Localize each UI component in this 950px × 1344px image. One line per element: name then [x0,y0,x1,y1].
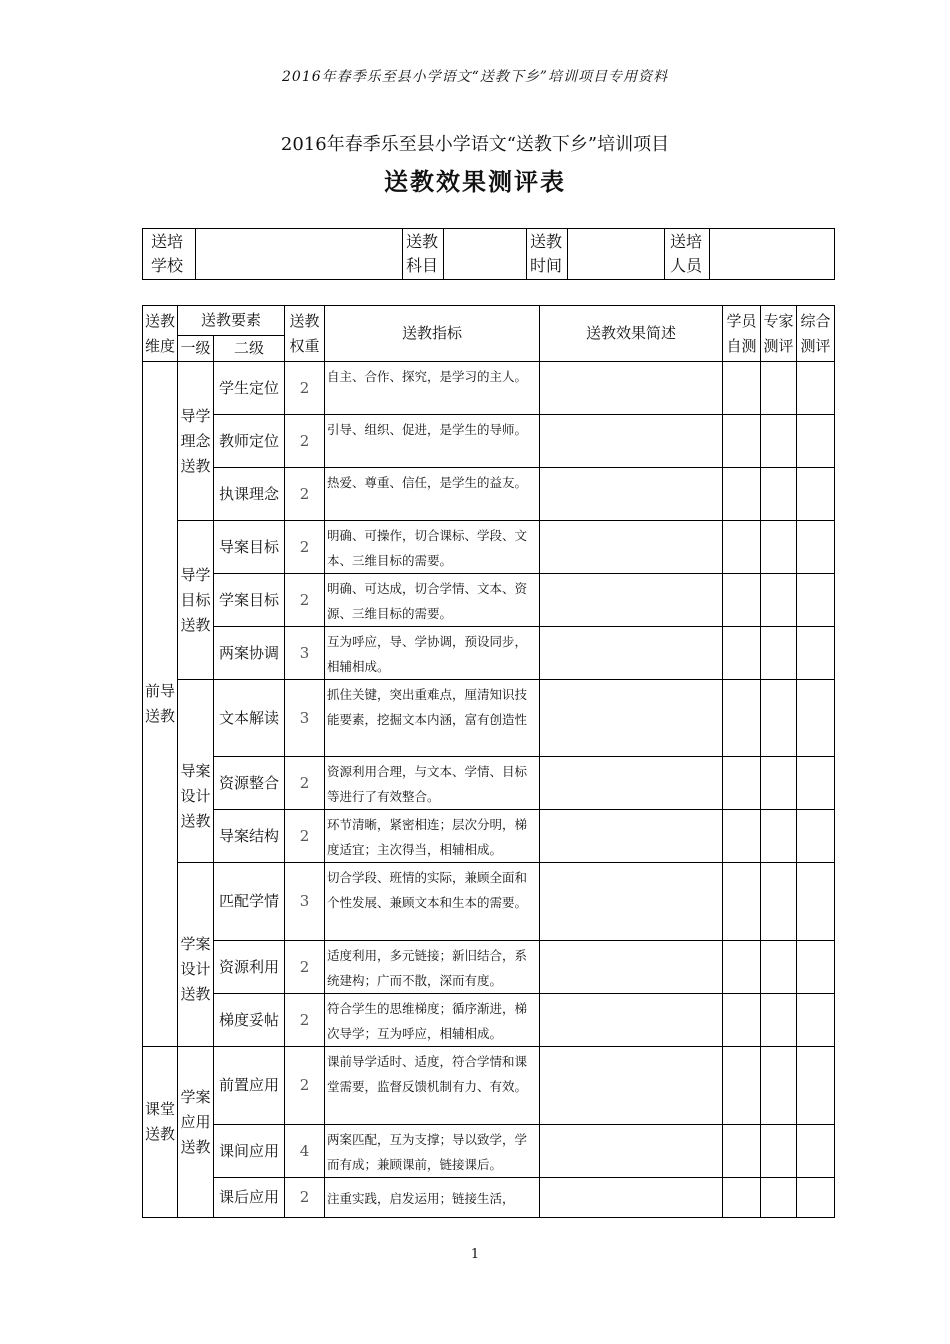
expert-eval-field[interactable] [761,1178,797,1218]
weight-cell: 2 [285,1178,325,1218]
school-label: 送培学校 [143,229,196,280]
header-summary: 送教效果简述 [540,306,723,362]
indicator-cell: 环节清晰，紧密相连；层次分明，梯度适宜；主次得当，相辅相成。 [325,810,540,863]
self-eval-field[interactable] [723,680,761,757]
weight-cell: 2 [285,362,325,415]
expert-eval-field[interactable] [761,810,797,863]
weight-cell: 2 [285,521,325,574]
summary-field[interactable] [540,1047,723,1125]
header-level2: 二级 [214,336,285,362]
overall-eval-field[interactable] [797,1178,835,1218]
level2-cell: 学生定位 [214,362,285,415]
subject-field[interactable] [444,229,527,280]
weight-cell: 3 [285,680,325,757]
weight-cell: 2 [285,757,325,810]
self-eval-field[interactable] [723,941,761,994]
overall-eval-field[interactable] [797,863,835,941]
info-table [142,228,835,280]
self-eval-field[interactable] [723,810,761,863]
school-field[interactable] [196,229,403,280]
indicator-cell: 明确、可操作，切合课标、学段、文本、三维目标的需要。 [325,521,540,574]
weight-cell: 4 [285,1125,325,1178]
weight-cell: 2 [285,415,325,468]
summary-field[interactable] [540,627,723,680]
indicator-cell: 资源利用合理，与文本、学情、目标等进行了有效整合。 [325,757,540,810]
staff-label: 送培人员 [665,229,710,280]
weight-cell: 2 [285,941,325,994]
level1-cell: 学案应用送教 [178,1047,214,1218]
level2-cell: 导案结构 [214,810,285,863]
indicator-cell: 切合学段、班情的实际，兼顾全面和个性发展、兼顾文本和生本的需要。 [325,863,540,941]
overall-eval-field[interactable] [797,1125,835,1178]
dimension-cell: 课堂送教 [143,1047,178,1218]
self-eval-field[interactable] [723,468,761,521]
self-eval-field[interactable] [723,1047,761,1125]
overall-eval-field[interactable] [797,1047,835,1125]
level2-cell: 两案协调 [214,627,285,680]
self-eval-field[interactable] [723,574,761,627]
title-line-1: 2016年春季乐至县小学语文“送教下乡”培训项目 [280,134,670,155]
expert-eval-field[interactable] [761,1125,797,1178]
expert-eval-field[interactable] [761,680,797,757]
level2-cell: 课间应用 [214,1125,285,1178]
level1-cell: 导案设计送教 [178,680,214,863]
indicator-cell: 互为呼应，导、学协调，预设同步，相辅相成。 [325,627,540,680]
page-title: 送教效果测评表 [384,167,566,196]
overall-eval-field[interactable] [797,574,835,627]
summary-field[interactable] [540,1178,723,1218]
expert-eval-field[interactable] [761,994,797,1047]
header-elements: 送教要素 [178,306,285,336]
overall-eval-field[interactable] [797,994,835,1047]
weight-cell: 2 [285,994,325,1047]
header-indicator: 送教指标 [325,306,540,362]
overall-eval-field[interactable] [797,415,835,468]
self-eval-field[interactable] [723,757,761,810]
header-overall-eval: 综合测评 [797,306,835,362]
weight-cell: 2 [285,810,325,863]
weight-cell: 3 [285,863,325,941]
summary-field[interactable] [540,994,723,1047]
level2-cell: 资源利用 [214,941,285,994]
level2-cell: 匹配学情 [214,863,285,941]
level2-cell: 梯度妥帖 [214,994,285,1047]
expert-eval-field[interactable] [761,941,797,994]
level2-cell: 执课理念 [214,468,285,521]
level2-cell: 教师定位 [214,415,285,468]
overall-eval-field[interactable] [797,468,835,521]
summary-field[interactable] [540,521,723,574]
overall-eval-field[interactable] [797,810,835,863]
indicator-cell: 符合学生的思维梯度；循序渐进，梯次导学；互为呼应，相辅相成。 [325,994,540,1047]
level2-cell: 资源整合 [214,757,285,810]
running-header: 2016年春季乐至县小学语文“送教下乡”培训项目专用资料 [282,69,668,85]
header-expert-eval: 专家测评 [761,306,797,362]
expert-eval-field[interactable] [761,521,797,574]
indicator-cell: 适度利用，多元链接；新旧结合，系统建构；广而不散，深而有度。 [325,941,540,994]
staff-field[interactable] [710,229,835,280]
level1-cell: 导学目标送教 [178,521,214,680]
level1-cell: 学案设计送教 [178,863,214,1047]
summary-field[interactable] [540,680,723,757]
level2-cell: 导案目标 [214,521,285,574]
indicator-cell: 引导、组织、促进，是学生的导师。 [325,415,540,468]
indicator-cell: 注重实践，启发运用；链接生活， [325,1178,540,1218]
level2-cell: 学案目标 [214,574,285,627]
overall-eval-field[interactable] [797,680,835,757]
summary-field[interactable] [540,810,723,863]
overall-eval-field[interactable] [797,521,835,574]
dimension-cell: 前导送教 [143,362,178,1047]
summary-field[interactable] [540,574,723,627]
self-eval-field[interactable] [723,521,761,574]
expert-eval-field[interactable] [761,415,797,468]
summary-field[interactable] [540,941,723,994]
self-eval-field[interactable] [723,1178,761,1218]
expert-eval-field[interactable] [761,627,797,680]
expert-eval-field[interactable] [761,362,797,415]
expert-eval-field[interactable] [761,863,797,941]
indicator-cell: 抓住关键，突出重难点，厘清知识技能要素，挖掘文本内涵，富有创造性 [325,680,540,757]
level2-cell: 前置应用 [214,1047,285,1125]
level2-cell: 文本解读 [214,680,285,757]
header-self-eval: 学员自测 [723,306,761,362]
expert-eval-field[interactable] [761,1047,797,1125]
header-weight: 送教权重 [285,306,325,362]
self-eval-field[interactable] [723,362,761,415]
expert-eval-field[interactable] [761,574,797,627]
overall-eval-field[interactable] [797,627,835,680]
self-eval-field[interactable] [723,1125,761,1178]
self-eval-field[interactable] [723,994,761,1047]
level2-cell: 课后应用 [214,1178,285,1218]
expert-eval-field[interactable] [761,757,797,810]
indicator-cell: 两案匹配，互为支撑；导以致学，学而有成；兼顾课前，链接课后。 [325,1125,540,1178]
summary-field[interactable] [540,1125,723,1178]
indicator-cell: 自主、合作、探究，是学习的主人。 [325,362,540,415]
time-label: 送教时间 [527,229,568,280]
summary-field[interactable] [540,863,723,941]
overall-eval-field[interactable] [797,757,835,810]
weight-cell: 2 [285,468,325,521]
summary-field[interactable] [540,757,723,810]
weight-cell: 3 [285,627,325,680]
time-field[interactable] [568,229,665,280]
indicator-cell: 课前导学适时、适度，符合学情和课堂需要，监督反馈机制有力、有效。 [325,1047,540,1125]
level1-cell: 导学理念送教 [178,362,214,521]
summary-field[interactable] [540,468,723,521]
page-number: 1 [470,1247,480,1262]
self-eval-field[interactable] [723,415,761,468]
summary-field[interactable] [540,362,723,415]
overall-eval-field[interactable] [797,362,835,415]
summary-field[interactable] [540,415,723,468]
overall-eval-field[interactable] [797,941,835,994]
self-eval-field[interactable] [723,627,761,680]
indicator-cell: 明确、可达成，切合学情、文本、资源、三维目标的需要。 [325,574,540,627]
expert-eval-field[interactable] [761,468,797,521]
header-level1: 一级 [178,336,214,362]
evaluation-table [142,305,835,1218]
weight-cell: 2 [285,574,325,627]
header-dimension: 送教维度 [143,306,178,362]
subject-label: 送教科目 [403,229,444,280]
indicator-cell: 热爱、尊重、信任，是学生的益友。 [325,468,540,521]
self-eval-field[interactable] [723,863,761,941]
weight-cell: 2 [285,1047,325,1125]
